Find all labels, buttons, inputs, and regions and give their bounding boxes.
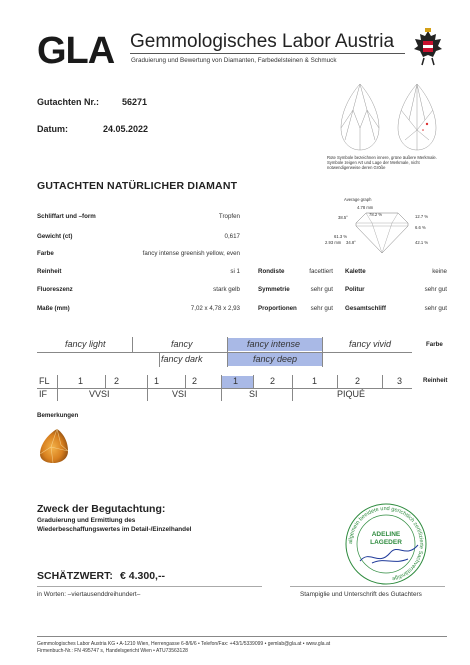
proportion-width: 4.78 mm	[357, 205, 374, 210]
clarity-group-si: SI	[249, 389, 258, 399]
diagram-note: Rote Symbole bezeichnen innere, grüne äußere Merkmale. Symbole zeigen Art und Lage der Merkmale, nicht notwendigerweise deren Größe	[327, 155, 437, 170]
footer-divider	[37, 636, 447, 637]
clarity-grade-p1: 1	[312, 376, 318, 386]
weight-value: 0,617	[224, 233, 240, 240]
color-scale-label: Farbe	[426, 341, 443, 348]
footer-line-1: Gemmologisches Labor Austria KG • A-1210 Wien, Herrengasse 6-8/6/6 • Telefon/Fax: +43/1/5339099 • gemlab@gla.at • www.gla.at	[37, 641, 331, 647]
diamond-photo	[37, 427, 71, 465]
clarity-grade-vvs2: 2	[114, 376, 120, 386]
gla-logo: GLA	[37, 30, 115, 72]
clarity-scale	[37, 375, 412, 401]
color-grade-fancy-vivid: fancy vivid	[349, 339, 392, 349]
inclusion-diagram	[335, 80, 445, 152]
cut-label: Schliffart und –form	[37, 213, 96, 220]
proportion-title: Average graph	[344, 197, 372, 202]
girdle-label: Rondiste	[258, 268, 285, 275]
proportion-table: 78.2 %	[369, 212, 383, 217]
austrian-eagle-icon	[411, 27, 445, 69]
color-grade-fancy-dark: fancy dark	[161, 354, 203, 364]
report-number-label: Gutachten Nr.:	[37, 97, 100, 107]
clarity-grade-p3: 3	[397, 376, 403, 386]
overall-cut-label: Gesamtschliff	[345, 305, 386, 312]
purpose-line-1: Graduierung und Ermittlung des	[37, 517, 136, 524]
weight-label: Gewicht (ct)	[37, 233, 73, 240]
color-value: fancy intense greenish yellow, even	[142, 250, 240, 257]
culet-label: Kalette	[345, 268, 366, 275]
remarks-label: Bemerkungen	[37, 412, 79, 419]
stamp-caption: Stampiglie und Unterschrift des Gutachters	[300, 591, 422, 598]
fluorescence-value: stark gelb	[213, 286, 240, 293]
valuation-words: in Worten: –viertausenddreihundert–	[37, 591, 141, 598]
clarity-group-vvsi: VVSI	[89, 389, 110, 399]
proportion-depth-pct: 61.3 %	[334, 234, 348, 239]
date-label: Datum:	[37, 124, 68, 134]
lab-title: Gemmologisches Labor Austria	[130, 31, 395, 52]
clarity-grade-vvs1: 1	[78, 376, 84, 386]
stamp-name: ADELINE	[371, 531, 401, 538]
date-value: 24.05.2022	[103, 124, 149, 134]
proportion-diagram	[322, 194, 447, 256]
valuation-label: SCHÄTZWERT:	[37, 570, 113, 582]
girdle-value: facettiert	[309, 268, 333, 275]
clarity-grade-si2: 2	[270, 376, 276, 386]
valuation-value: € 4.300,--	[120, 570, 165, 582]
proportion-girdle: 6.6 %	[415, 225, 426, 230]
purpose-line-2: Wiederbeschaffungswertes im Detail-/Einzelhandel	[37, 526, 192, 533]
proportion-pavilion-angle: 34.8°	[346, 240, 356, 245]
clarity-value: si 1	[230, 268, 240, 275]
clarity-grade-vs1: 1	[154, 376, 160, 386]
stamp-ring-text: allgemein beeidete und gerichtlich zertifizierte Sachverständige	[347, 505, 425, 582]
section-title: GUTACHTEN NATÜRLICHER DIAMANT	[37, 180, 238, 192]
clarity-grade-vs2: 2	[192, 376, 198, 386]
stamp-divider	[290, 586, 445, 587]
clarity-group-vsi: VSI	[172, 389, 187, 399]
clarity-grade-p2: 2	[355, 376, 361, 386]
lab-subtitle: Graduierung und Bewertung von Diamanten, Farbedelsteinen & Schmuck	[131, 57, 337, 64]
clarity-scale-label: Reinheit	[423, 377, 448, 384]
proportion-crown-pct: 12.7 %	[415, 214, 429, 219]
clarity-group-pique: PIQUÉ	[337, 389, 366, 399]
proportion-depth-mm: 2.93 mm	[325, 240, 342, 245]
dimensions-value: 7,02 x 4,78 x 2,93	[190, 305, 240, 312]
symmetry-label: Symmetrie	[258, 286, 290, 293]
fluorescence-label: Fluoreszenz	[37, 286, 73, 293]
clarity-grade-fl: FL	[39, 376, 50, 386]
proportion-crown-angle: 38.5°	[338, 215, 348, 220]
proportions-value: sehr gut	[310, 305, 333, 312]
color-label: Farbe	[37, 250, 54, 257]
polish-value: sehr gut	[424, 286, 447, 293]
official-stamp	[338, 501, 434, 587]
color-grade-fancy: fancy	[171, 339, 193, 349]
color-grade-fancy-deep: fancy deep	[253, 354, 298, 364]
clarity-group-if: IF	[39, 389, 47, 399]
color-grade-fancy-intense: fancy intense	[247, 339, 301, 349]
dimensions-label: Maße (mm)	[37, 305, 70, 312]
footer-line-2: Firmenbuch-Nr.: FN 495747 s, Handelsgericht Wien • ATU73563128	[37, 648, 188, 654]
symmetry-value: sehr gut	[310, 286, 333, 293]
signature	[360, 545, 418, 563]
color-grade-fancy-light: fancy light	[65, 339, 106, 349]
color-scale	[37, 337, 412, 367]
valuation-divider	[37, 586, 262, 587]
proportion-pavilion-pct: 42.1 %	[415, 240, 429, 245]
clarity-grade-si1: 1	[233, 376, 239, 386]
report-number-value: 56271	[122, 97, 148, 107]
cut-value: Tropfen	[218, 213, 240, 220]
overall-cut-value: sehr gut	[424, 305, 447, 312]
purpose-title: Zweck der Begutachtung:	[37, 503, 166, 515]
stamp-surname: LAGEDER	[370, 539, 402, 546]
culet-value: keine	[432, 268, 447, 275]
proportions-label: Proportionen	[258, 305, 297, 312]
clarity-label: Reinheit	[37, 268, 62, 275]
polish-label: Politur	[345, 286, 365, 293]
header-divider	[130, 53, 405, 54]
